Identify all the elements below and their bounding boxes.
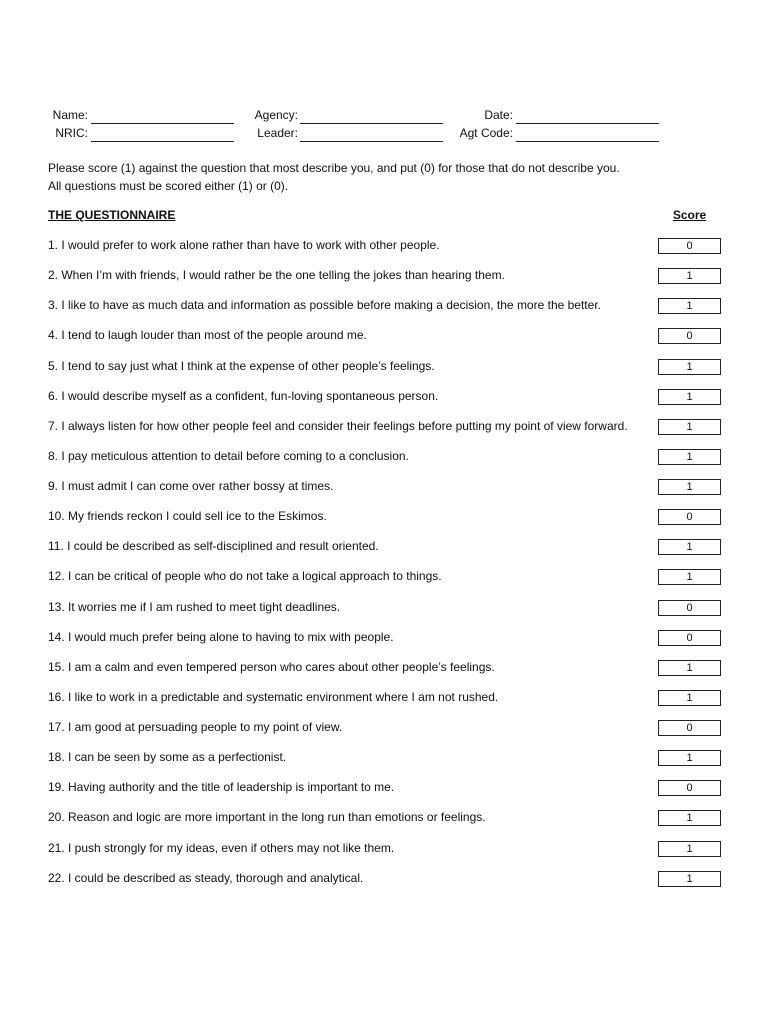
question-text: 11. I could be described as self-disciplined and result oriented. xyxy=(48,539,379,554)
question-row xyxy=(48,690,721,720)
question-text: 8. I pay meticulous attention to detail before coming to a conclusion. xyxy=(48,448,409,463)
question-row xyxy=(48,841,721,871)
score-box[interactable]: 1 xyxy=(658,660,721,676)
instruction-line-1: Please score (1) against the question that most describe you, and put (0) for those that do not describe you. xyxy=(48,161,620,175)
question-text: 1. I would prefer to work alone rather than have to work with other people. xyxy=(48,238,440,252)
question-list xyxy=(48,238,721,901)
question-row xyxy=(48,569,721,599)
score-box[interactable]: 1 xyxy=(658,419,721,435)
question-text: 14. I would much prefer being alone to having to mix with people. xyxy=(48,629,394,644)
agt-code-field[interactable] xyxy=(516,141,659,142)
score-box[interactable]: 1 xyxy=(658,479,721,495)
question-row xyxy=(48,268,721,298)
score-column-header: Score xyxy=(672,208,707,222)
score-box[interactable]: 0 xyxy=(658,509,721,525)
agency-label: Agency: xyxy=(254,108,298,122)
question-text: 17. I am good at persuading people to my point of view. xyxy=(48,720,343,734)
score-box[interactable]: 1 xyxy=(658,750,721,766)
question-row xyxy=(48,419,721,449)
nric-label: NRIC: xyxy=(55,126,88,140)
score-box[interactable]: 1 xyxy=(658,389,721,405)
agency-field[interactable] xyxy=(300,123,443,124)
question-row xyxy=(48,630,721,660)
agt-code-label: Agt Code: xyxy=(459,126,513,140)
date-label: Date: xyxy=(484,108,513,122)
score-box[interactable]: 0 xyxy=(658,600,721,616)
question-text: 19. Having authority and the title of leadership is important to me. xyxy=(48,780,395,795)
instructions xyxy=(48,160,708,195)
question-text: 10. My friends reckon I could sell ice to the Eskimos. xyxy=(48,509,327,524)
question-text: 2. When I’m with friends, I would rather be the one telling the jokes than hearing them. xyxy=(48,268,505,283)
question-row xyxy=(48,600,721,630)
question-row xyxy=(48,810,721,840)
question-text: 16. I like to work in a predictable and systematic environment where I am not rushed. xyxy=(48,689,499,704)
question-text: 9. I must admit I can come over rather bossy at times. xyxy=(48,479,334,493)
leader-label: Leader: xyxy=(257,126,298,140)
score-box[interactable]: 1 xyxy=(658,810,721,826)
question-text: 4. I tend to laugh louder than most of the people around me. xyxy=(48,328,367,343)
questionnaire-title: THE QUESTIONNAIRE xyxy=(48,208,176,222)
question-text: 18. I can be seen by some as a perfectionist. xyxy=(48,750,287,765)
question-row xyxy=(48,871,721,901)
score-box[interactable]: 1 xyxy=(658,569,721,585)
score-box[interactable]: 0 xyxy=(658,720,721,736)
name-label: Name: xyxy=(52,108,88,122)
question-text: 6. I would describe myself as a confident, fun-loving spontaneous person. xyxy=(48,388,439,403)
question-row xyxy=(48,389,721,419)
question-row xyxy=(48,238,721,268)
question-text: 20. Reason and logic are more important in the long run than emotions or feelings. xyxy=(48,810,486,825)
question-row xyxy=(48,720,721,750)
score-box[interactable]: 1 xyxy=(658,690,721,706)
question-row xyxy=(48,298,721,328)
score-box[interactable]: 1 xyxy=(658,871,721,887)
score-box[interactable]: 0 xyxy=(658,238,721,254)
nric-field[interactable] xyxy=(91,141,234,142)
question-text: 22. I could be described as steady, thorough and analytical. xyxy=(48,870,364,885)
question-row xyxy=(48,328,721,358)
question-text: 3. I like to have as much data and information as possible before making a decision, the more the better. xyxy=(48,298,601,313)
instruction-line-2: All questions must be scored either (1) or (0). xyxy=(48,178,289,193)
question-row xyxy=(48,509,721,539)
leader-field[interactable] xyxy=(300,141,443,142)
name-field[interactable] xyxy=(91,123,234,124)
date-field[interactable] xyxy=(516,123,659,124)
score-box[interactable]: 1 xyxy=(658,268,721,284)
question-row xyxy=(48,359,721,389)
question-text: 15. I am a calm and even tempered person who cares about other people’s feelings. xyxy=(48,659,495,674)
score-box[interactable]: 0 xyxy=(658,328,721,344)
score-box[interactable]: 1 xyxy=(658,359,721,375)
question-text: 12. I can be critical of people who do not take a logical approach to things. xyxy=(48,569,442,584)
question-text: 21. I push strongly for my ideas, even if others may not like them. xyxy=(48,840,395,855)
question-row xyxy=(48,479,721,509)
question-row xyxy=(48,780,721,810)
score-box[interactable]: 1 xyxy=(658,449,721,465)
question-row xyxy=(48,539,721,569)
question-text: 7. I always listen for how other people feel and consider their feelings before putting my point of view forward. xyxy=(48,418,628,433)
question-row xyxy=(48,750,721,780)
score-box[interactable]: 0 xyxy=(658,630,721,646)
question-text: 13. It worries me if I am rushed to meet tight deadlines. xyxy=(48,599,341,614)
score-box[interactable]: 1 xyxy=(658,539,721,555)
question-row xyxy=(48,660,721,690)
question-row xyxy=(48,449,721,479)
score-box[interactable]: 1 xyxy=(658,298,721,314)
score-box[interactable]: 1 xyxy=(658,841,721,857)
score-box[interactable]: 0 xyxy=(658,780,721,796)
question-text: 5. I tend to say just what I think at the expense of other people’s feelings. xyxy=(48,358,435,373)
